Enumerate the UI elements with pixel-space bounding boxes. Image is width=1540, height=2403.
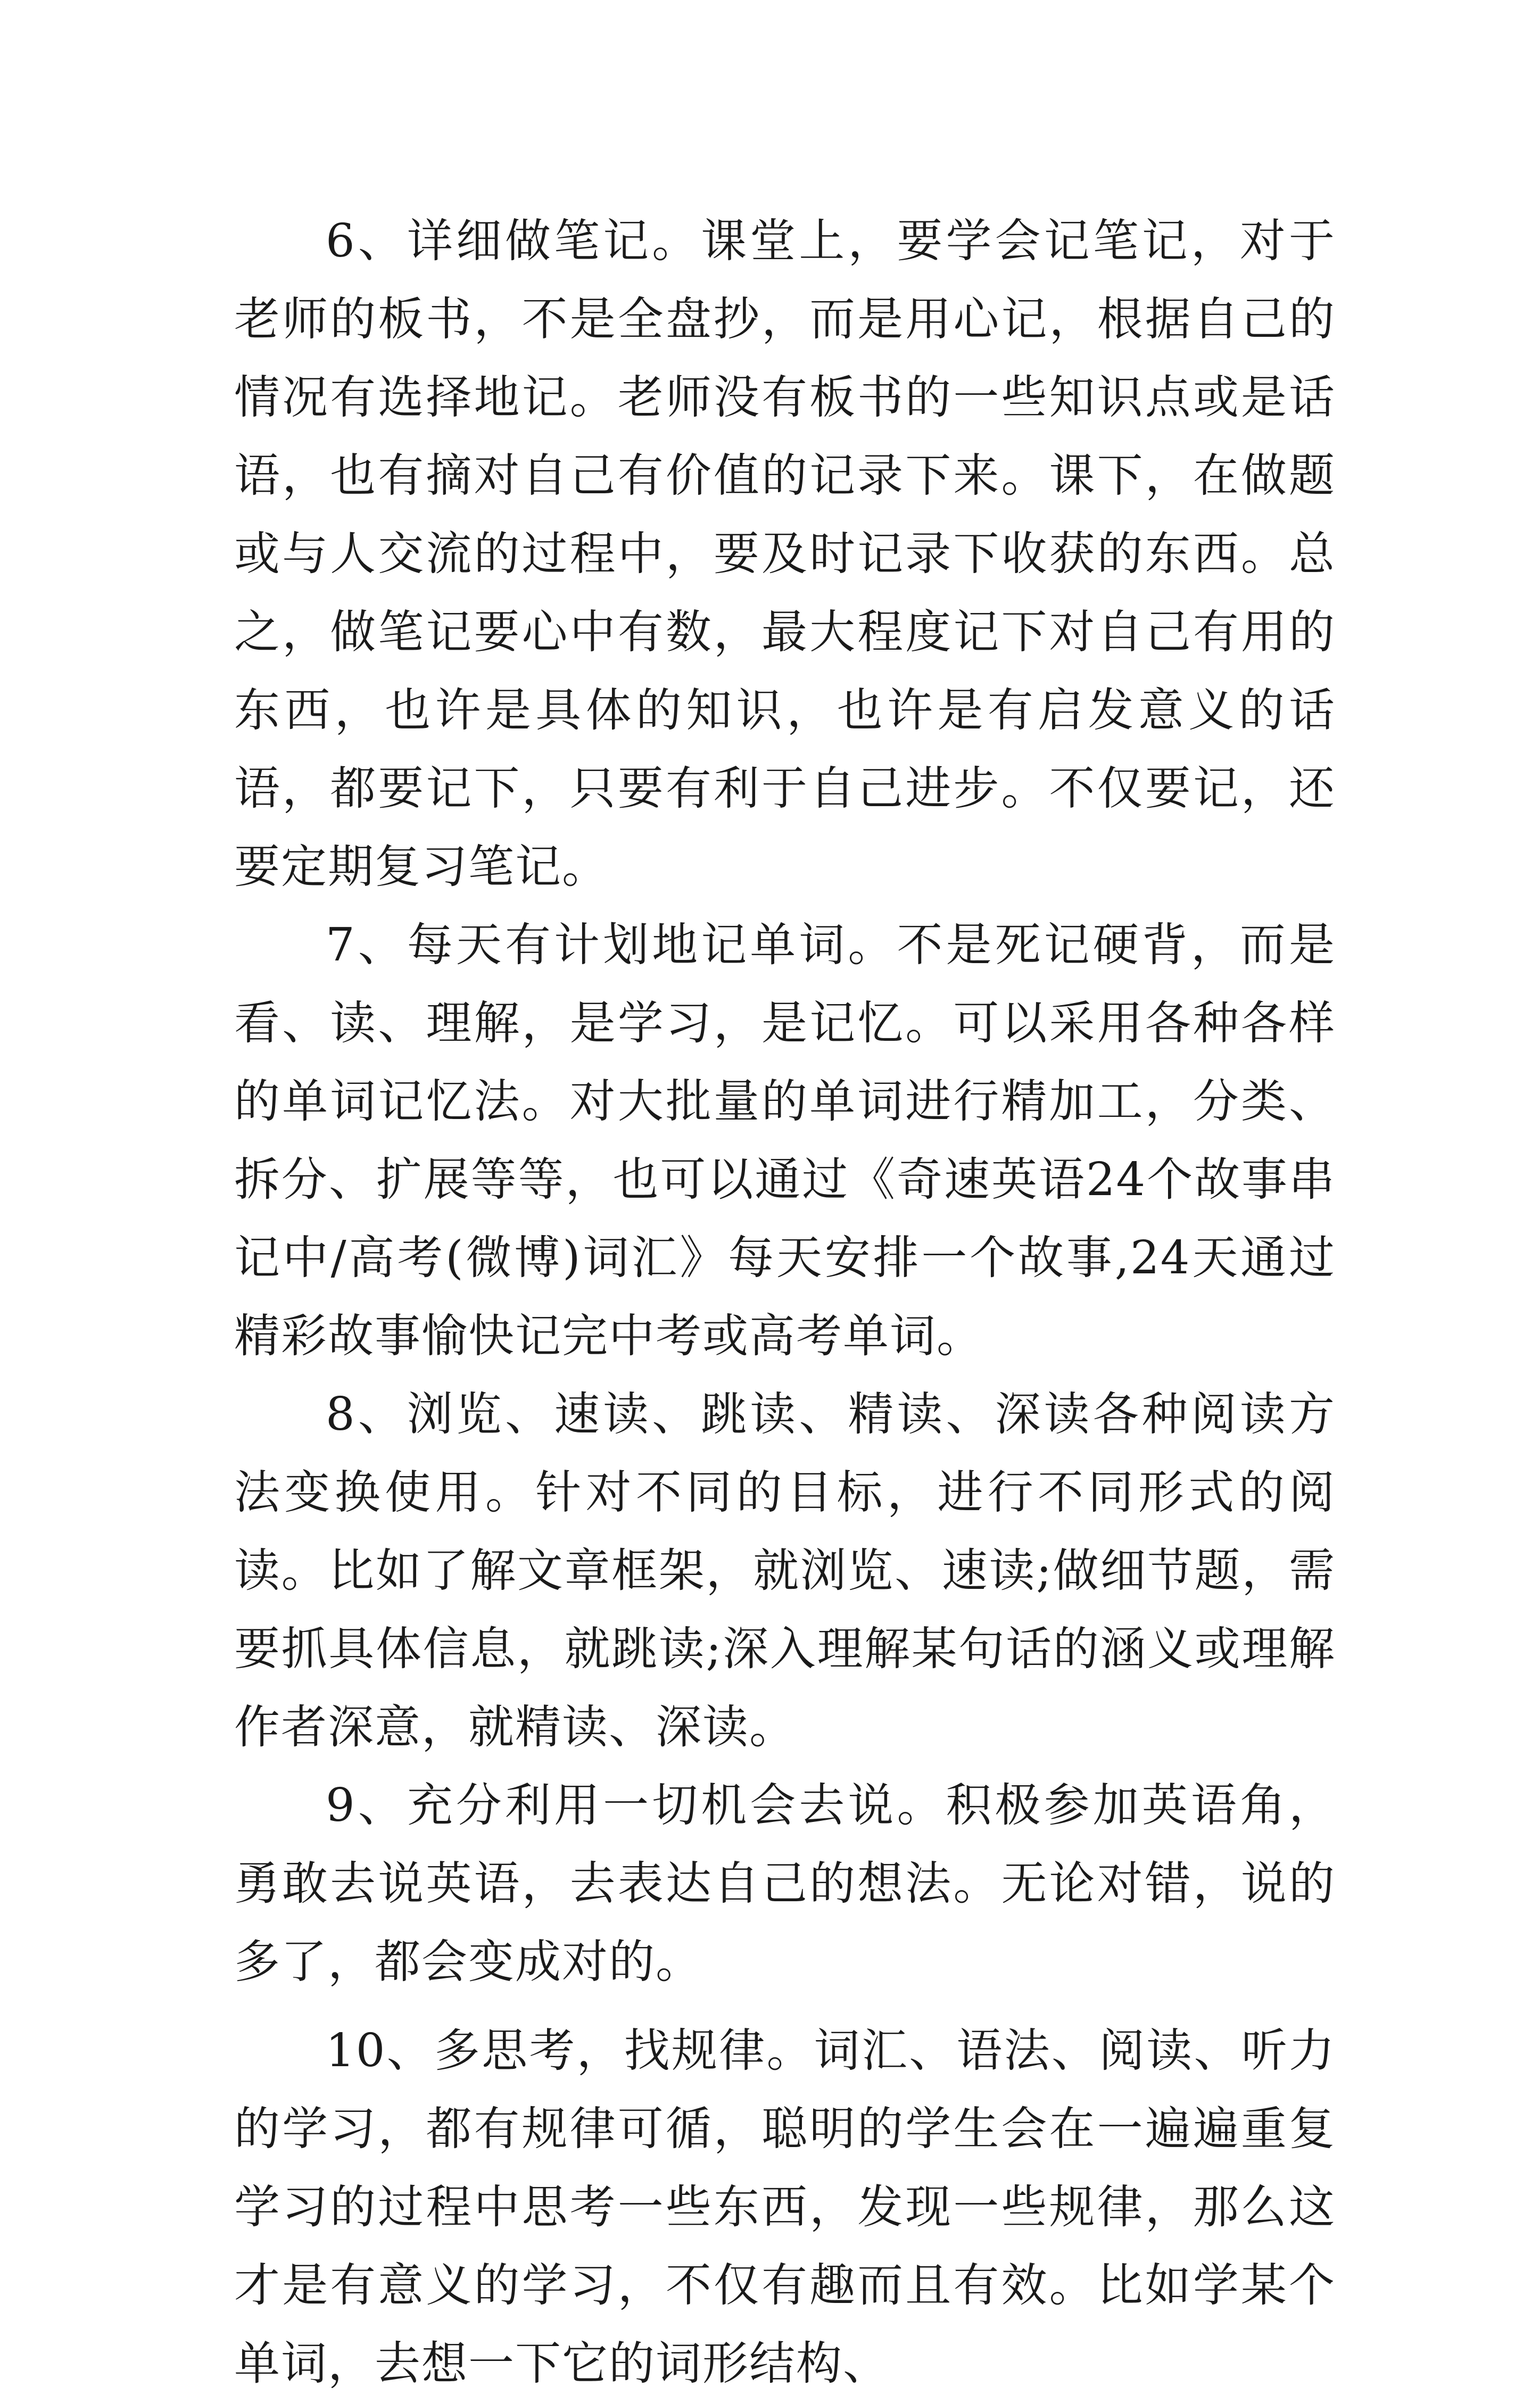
paragraph-8-reading: 8、浏览、速读、跳读、精读、深读各种阅读方法变换使用。针对不同的目标，进行不同形式的阅读。比如了解文章框架，就浏览、速读;做细节题，需要抓具体信息，就跳读;深入理解某句话的涵义或理解作者深意，就精读、深读。 [234, 1388, 1336, 1754]
paragraph-6-notes: 6、详细做笔记。课堂上，要学会记笔记，对于老师的板书，不是全盘抄，而是用心记，根据自己的情况有选择地记。老师没有板书的一些知识点或是话语，也有摘对自己有价值的记录下来。课下，在做题或与人交流的过程中，要及时记录下收获的东西。总之，做笔记要心中有数，最大程度记下对自己有用的东西，也许是具体的知识，也许是有启发意义的话语，都要记下，只要有利于自己进步。不仅要记，还要定期复习笔记。 [234, 214, 1336, 893]
document-body [234, 202, 1336, 2403]
paragraph-10-thinking: 10、多思考，找规律。词汇、语法、阅读、听力的学习，都有规律可循，聪明的学生会在一遍遍重复学习的过程中思考一些东西，发现一些规律，那么这才是有意义的学习，不仅有趣而且有效。比如学某个单词，去想一下它的词形结构、 [234, 2024, 1336, 2390]
paragraph-7-vocabulary: 7、每天有计划地记单词。不是死记硬背，而是看、读、理解，是学习，是记忆。可以采用各种各样的单词记忆法。对大批量的单词进行精加工，分类、拆分、扩展等等，也可以通过《奇速英语24个故事串记中/高考(微博)词汇》每天安排一个故事,24天通过精彩故事愉快记完中考或高考单词。 [234, 918, 1336, 1363]
paragraph-9-speaking: 9、充分利用一切机会去说。积极参加英语角，勇敢去说英语，去表达自己的想法。无论对错，说的多了，都会变成对的。 [234, 1779, 1336, 1988]
